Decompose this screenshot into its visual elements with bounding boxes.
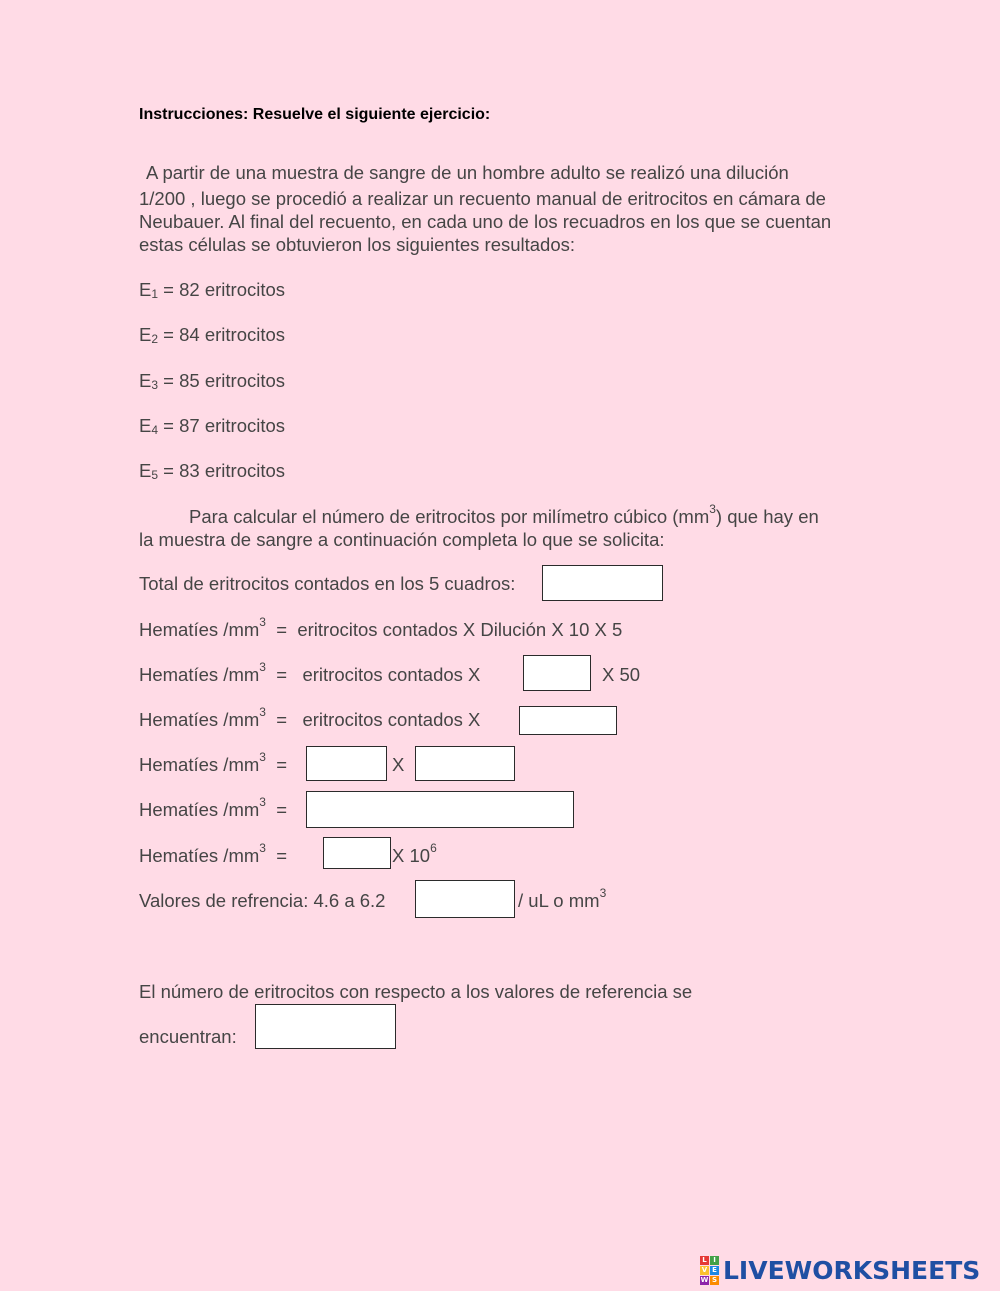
- instructions-heading: Instrucciones: Resuelve el siguiente ejercicio:: [139, 106, 491, 123]
- formula-row-2-label: Hematíes $/mm^3$ = eritrocitos contados X: [139, 660, 481, 685]
- intro-line-4: estas células se obtuvieron los siguientes resultados:: [139, 234, 576, 255]
- reference-unit: / uL o $mm^3$: [518, 886, 607, 911]
- factor-input[interactable]: [519, 706, 617, 735]
- logo-tile: E: [710, 1266, 719, 1275]
- formula-row-1: Hematíes $/mm^3$ = eritrocitos contados X Dilución X 10 X 5: [139, 615, 623, 640]
- count-e2: $E_2 = 84$ eritrocitos: [139, 324, 286, 346]
- logo-tile: I: [710, 1256, 719, 1265]
- brand-name: LIVEWORKSHEETS: [723, 1255, 981, 1285]
- total-count-input[interactable]: [542, 565, 663, 601]
- formula-row-6-label: Hematíes $/mm^3$ =: [139, 841, 288, 866]
- calc-intro-line-1: Para calcular el número de eritrocitos por milímetro cúbico $(mm^3)$ que hay en: [189, 502, 819, 527]
- logo-tile: S: [711, 1275, 718, 1284]
- multiply-sign: X: [392, 754, 405, 775]
- power-of-ten: X $10^6$: [392, 841, 437, 866]
- liveworksheets-brand: [700, 1256, 980, 1284]
- formula-row-4-label: Hematíes $/mm^3$ =: [139, 750, 288, 775]
- conclusion-line-1: El número de eritrocitos con respecto a los valores de referencia se: [139, 981, 693, 1002]
- count-e3: $E_3 = 85$ eritrocitos: [139, 370, 286, 392]
- intro-line-1: A partir de una muestra de sangre de un hombre adulto se realizó una dilución: [146, 162, 789, 183]
- logo-tile: W: [700, 1275, 709, 1284]
- reference-unit-input[interactable]: [415, 880, 515, 918]
- conclusion-line-2: encuentran:: [139, 1026, 237, 1047]
- conclusion-input[interactable]: [255, 1004, 396, 1049]
- reference-label: Valores de refrencia: 4.6 a 6.2: [139, 890, 386, 911]
- logo-tile: L: [700, 1256, 709, 1265]
- logo-tile: V: [701, 1265, 708, 1274]
- liveworksheets-logo-icon: [700, 1256, 719, 1285]
- mantissa-input[interactable]: [323, 837, 391, 869]
- formula-row-3-label: Hematíes $/mm^3$ = eritrocitos contados X: [139, 705, 481, 730]
- total-label: Total de eritrocitos contados en los 5 cuadros:: [139, 573, 516, 594]
- calc-intro-line-2: la muestra de sangre a continuación completa lo que se solicita:: [139, 529, 665, 550]
- formula-row-2-end: X 50: [602, 664, 641, 685]
- value-a-input[interactable]: [306, 746, 387, 781]
- intro-line-3: Neubauer. Al final del recuento, en cada uno de los recuadros en los que se cuentan: [139, 211, 832, 232]
- intro-line-2: 1/200 , luego se procedió a realizar un recuento manual de eritrocitos en cámara de: [139, 188, 826, 209]
- count-e4: $E_4 = 87$ eritrocitos: [139, 415, 286, 437]
- dilution-input[interactable]: [523, 655, 591, 691]
- value-b-input[interactable]: [415, 746, 515, 781]
- product-input[interactable]: [306, 791, 574, 828]
- formula-row-5-label: Hematíes $/mm^3$ =: [139, 795, 288, 820]
- count-e5: $E_5 = 83$ eritrocitos: [139, 460, 286, 482]
- count-e1: $E_1 = 82$ eritrocitos: [139, 279, 286, 301]
